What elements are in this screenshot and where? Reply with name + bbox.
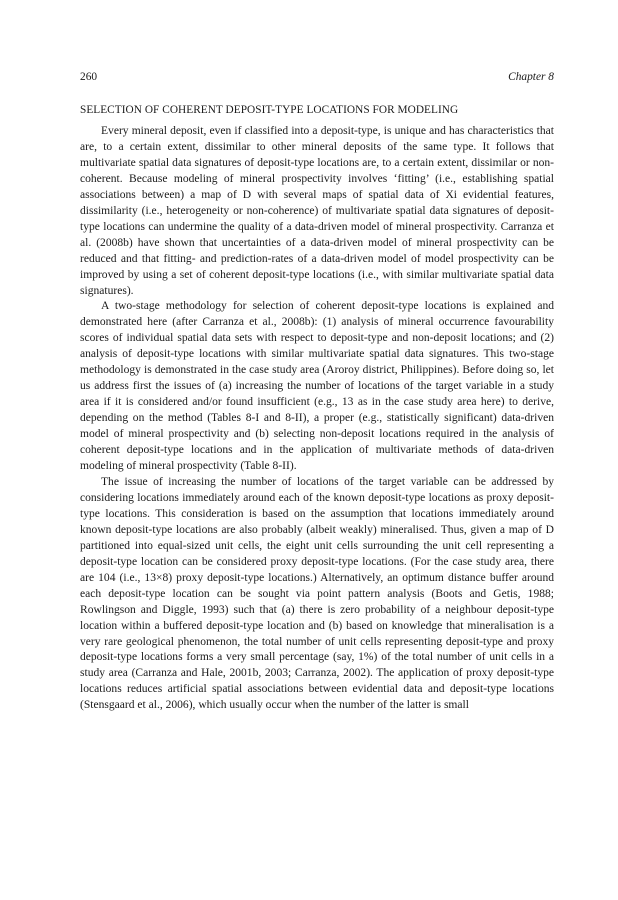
paragraph: Every mineral deposit, even if classified into a deposit-type, is unique and has characteristics that are, to a certain extent, dissimilar to other mineral deposits of the same type. It follows that multivariate spatial data signatures of deposit-type locations are, to a certain extent, dissimilar or non-coherent. Because modeling of mineral prospectivity involves ‘fitting’ (i.e., establishing spatial associations between) a map of D with several maps of spatial data of Xi evidential features, dissimilarity (i.e., heterogeneity or non-coherence) of multivariate spatial data signatures of deposit-type locations can undermine the quality of a data-driven model of mineral prospectivity. Carranza et al. (2008b) have shown that uncertainties of a data-driven model of mineral prospectivity can be reduced and that fitting- and prediction-rates of a data-driven model of model prospectivity can be improved by using a set of coherent deposit-type locations (i.e., with similar multivariate spatial data signatures). (80, 125, 554, 297)
page-number: 260 (80, 71, 98, 83)
paragraph: The issue of increasing the number of locations of the target variable can be addressed by considering locations immediately around each of the known deposit-type locations as proxy deposit-type locations. This consideration is based on the assumption that locations immediately around known deposit-type locations are also probably (albeit weakly) mineralised. Thus, given a map of D partitioned into equal-sized unit cells, the eight unit cells surrounding the unit cell representing a deposit-type location can be considered proxy deposit-type locations. (For the case study area, there are 104 (i.e., 13×8) proxy deposit-type locations.) Alternatively, an optimum distance buffer around each deposit-type location can be sought via point pattern analysis (Boots and Getis, 1988; Rowlingson and Diggle, 1993) such that (a) there is zero probability of a neighbour deposit-type location within a buffered deposit-type location and (b) based on knowledge that mineralisation is a very rare geological phenomenon, the total number of unit cells representing deposit-type and proxy deposit-type locations forms a very small percentage (say, 1%) of the total number of unit cells in a study area (Carranza and Hale, 2001b, 2003; Carranza, 2002). The application of proxy deposit-type locations reduces artificial spatial associations between evidential data and deposit-type locations (Stensgaard et al., 2006), which usually occur when the number of the latter is small (80, 475, 554, 712)
chapter-title: Chapter 8 (508, 71, 554, 83)
paragraph: A two-stage methodology for selection of coherent deposit-type locations is explained and demonstrated here (after Carranza et al., 2008b): (1) analysis of mineral occurrence favourability scores of individual spatial data sets with respect to deposit-type and non-deposit locations; and (2) analysis of deposit-type locations with similar multivariate spatial data signatures. This two-stage methodology is demonstrated in the case study area (Aroroy district, Philippines). Before doing so, let us address first the issues of (a) increasing the number of locations of the target variable in a study area if it is considered and/or found insufficient (e.g., 13 as in the case study area here) to derive, depending on the method (Tables 8-I and 8-II), a proper (e.g., statistically significant) data-driven model of mineral prospectivity and (b) selecting non-deposit locations required in the analysis of coherent deposit-type locations and in the application of multivariate methods of data-driven modeling of mineral prospectivity (Table 8-II). (80, 300, 554, 473)
section-heading: SELECTION OF COHERENT DEPOSIT-TYPE LOCATIONS FOR MODELING (80, 104, 459, 116)
body-text (80, 124, 554, 714)
running-header (80, 71, 554, 87)
